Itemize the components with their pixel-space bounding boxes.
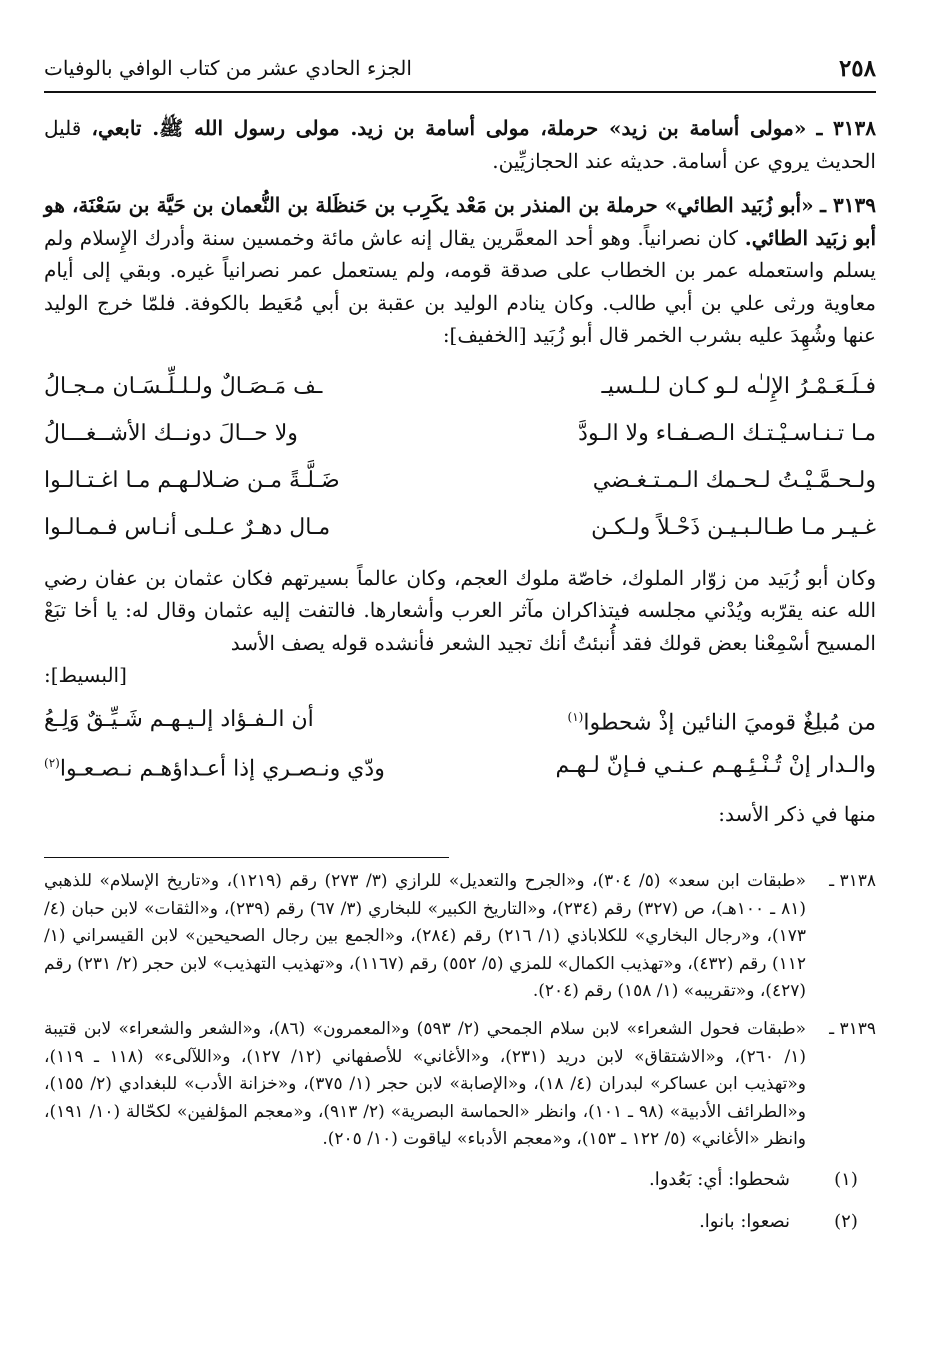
hemistich-text: والـدار إنْ تُـنْـئِـهـم عـنـي فـإنّ لـهـم — [555, 753, 876, 779]
hemistich-second: مـال دهـرٌ عـلـى أنـاس فـمـالـوا — [44, 514, 331, 540]
entry-3139 — [44, 189, 876, 352]
gloss-2 — [44, 1208, 876, 1236]
page-number: ٢٥٨ — [838, 54, 876, 82]
verse-line — [44, 458, 876, 505]
gloss-text: شحطوا: أي: بَعُدوا. — [649, 1168, 790, 1190]
verse-line — [44, 505, 876, 552]
entry-3138 — [44, 112, 876, 177]
hemistich-text: من مُبلِغٌ قوميَ النائين إذْ شحطوا — [583, 710, 876, 736]
footnote-number: ٣١٣٨ ـ — [829, 871, 876, 891]
entry-body: قليل الحديث يروي عن أسامة. حديثه عند الحجازيِّين. — [44, 116, 876, 173]
closing-line: منها في ذكر الأسد: — [718, 801, 876, 826]
hemistich-text: أن الـفـؤاد إلـيـهـم شَـيِّـقٌ وَلِـعُ — [44, 707, 314, 733]
footnote-marker: (٢) — [44, 756, 60, 771]
header-rule — [44, 91, 876, 93]
paragraph-text: وكان أبو زُبَيد من زوّار الملوك، خاصّة ملوك العجم، وكان عالماً بسيرتهم فكان عثمان بن عفان رضي الله عنه يقرّبه ويُدْني مجلسه فيتذاكران مآثر العرب وأشعارها. فالتفت إليه عثمان وقال له: يا أخا تبَعْ المسيح أسْمِعْنا بعض قولك فقد أُنبئتُ أنك تجيد الشعر فأنشده قوله يصف الأسد — [44, 565, 876, 655]
hemistich-second — [44, 704, 460, 737]
gloss-number: (٢) — [834, 1210, 858, 1232]
hemistich-first: مـا تـنـاسـيْـتـك الـصـفـاء ولا الـودَّ — [578, 420, 876, 446]
footnote-3139 — [44, 1016, 876, 1154]
poem-basit — [44, 698, 876, 790]
hemistich-text: ودّي ونـصـري إذا أعـداؤهـم نـصـعـوا — [59, 756, 385, 782]
hemistich-first — [460, 701, 876, 740]
hemistich-first — [460, 750, 876, 783]
footnote-rule — [44, 857, 449, 858]
gloss-text: نصعوا: بانوا. — [699, 1210, 790, 1232]
hemistich-first: فـلَـعَـمْـرُ الإِلـٰه لـو كـان لـلـسيـ — [601, 373, 876, 399]
meter-label: [البسيط]: — [44, 663, 127, 687]
footnote-text: «طبقات فحول الشعراء» لابن سلام الجمحي (٢/ ٥٩٣) و«المعمرون» (٨٦)، و«الشعر والشعراء» لابن قتيبة (١/ ٢٦٠)، و«الاشتقاق» لابن دريد (٢٣١)، و«الأغاني» للأصفهاني (١٢/ ١٢٧)، و«اللآلىء» (١١٨ ـ ١١٩)، و«تهذيب ابن عساكر» لبدران (٤/ ١٨)، و«الإصابة» لابن حجر (١/ ٣٧٥)، و«خزانة الأدب» للبغدادي (٢/ ١٥٥)، و«الطرائف الأدبية» (٩٨ ـ ١٠١)، وانظر «الحماسة البصرية» (٢/ ٩١٣)، و«معجم المؤلفين» لكحّالة (١٠/ ١٩١)، وانظر «الأغاني» (٥/ ١٢٢ ـ ١٥٣)، و«معجم الأدباء» لياقوت (١٠/ ٢٠٥). — [44, 1018, 807, 1150]
verse-line — [44, 744, 876, 790]
hemistich-first: غـيـر مـا طـالـبـيـن ذَحْـلاً ولـكـن — [591, 514, 876, 540]
footnote-3138 — [44, 868, 876, 1006]
page-header — [44, 50, 876, 86]
footnote-number: ٣١٣٩ ـ — [829, 1018, 876, 1039]
entry-number: ٣١٣٨ ـ — [816, 116, 877, 140]
verse-line — [44, 364, 876, 411]
poem-khafif — [44, 364, 876, 552]
book-page — [44, 0, 876, 1368]
entry-heading: «أبو زُبَيد الطائي» حرملة بن المنذر بن مَعْد يكَرِب بن حَنظَلة بن النُّعمان بن حَيَّة بن سَعْنَة، هو أبو زبَيد الطائي. — [44, 193, 876, 250]
running-title: الجزء الحادي عشر من كتاب الوافي بالوفيات — [44, 56, 412, 80]
gloss-number: (١) — [834, 1168, 858, 1190]
footnotes — [44, 868, 876, 1235]
paragraph-uthman — [44, 562, 876, 660]
hemistich-second — [44, 747, 460, 786]
verse-line — [44, 698, 876, 744]
entry-heading: «مولى أسامة بن زيد» حرملة، مولى أسامة بن زيد. مولى رسول الله ﷺ. تابعي، — [91, 116, 807, 140]
footnote-marker: (١) — [567, 710, 584, 725]
hemistich-first: ولـحـمَّـيْـتُ لـحـمك الـمـتـغـضي — [592, 467, 876, 493]
footnote-text: «طبقات ابن سعد» (٥/ ٣٠٤)، و«الجرح والتعديل» للرازي (٣/ ٢٧٣) رقم (١٢١٩)، و«تاريخ الإسلام» للذهبي (٨١ ـ ١٠٠هـ)، ص (٣٢٧) رقم (٢٣٤)، و«التاريخ الكبير» للبخاري (٣/ ٦٧) رقم (٢٣٩)، و«الثقات» لابن حبان (٤/ ١٧٣)، و«رجال البخاري» للكلاباذي (١/ ٢١٦) رقم (٢٨٤)، و«الجمع بين رجال الصحيحين» لابن القيسراني (١/ ١١٢) رقم (٤٣٢)، و«تهذيب الكمال» للمزي (٥/ ٥٥٢) رقم (١١٦٧)، و«تهذيب التهذيب» لابن حجر (٢/ ٢٣١) رقم (٤٢٧)، و«تقريبه» (١/ ١٥٨) رقم (٢٠٤). — [44, 871, 806, 1002]
hemistich-second: ضَـلَّـةً مـن ضـلالـهـم مـا اغـتـالـوا — [44, 467, 340, 493]
gloss-1 — [44, 1166, 876, 1194]
verse-line — [44, 411, 876, 458]
hemistich-second: ولا حــالَ دونــك الأشــغـــالُ — [44, 420, 298, 446]
entry-body: كان نصرانياً. وهو أحد المعمَّرين يقال إنه عاش مائة وخمسين سنة وأدرك الإِسلام ولم يسلم واستعمله عمر بن الخطاب على صدقة قومه، ولم يستعمل عمر نصرانياً غيره. وبقي إلى أيام معاوية ورثى علي بن أبي طالب. وكان ينادم الوليد بن عقبة بن أبي مُعَيط بالكوفة. فلمّا خرج الوليد عنها وشُهِدَ عليه بشرب الخمر قال أبو زُبَيد [الخفيف]: — [44, 225, 876, 347]
main-text — [44, 112, 876, 830]
hemistich-second: ـف مَـصَـالٌ ولـلـلِّـسَـان مـجـالُ — [44, 373, 323, 399]
entry-number: ٣١٣٩ ـ — [820, 193, 876, 217]
